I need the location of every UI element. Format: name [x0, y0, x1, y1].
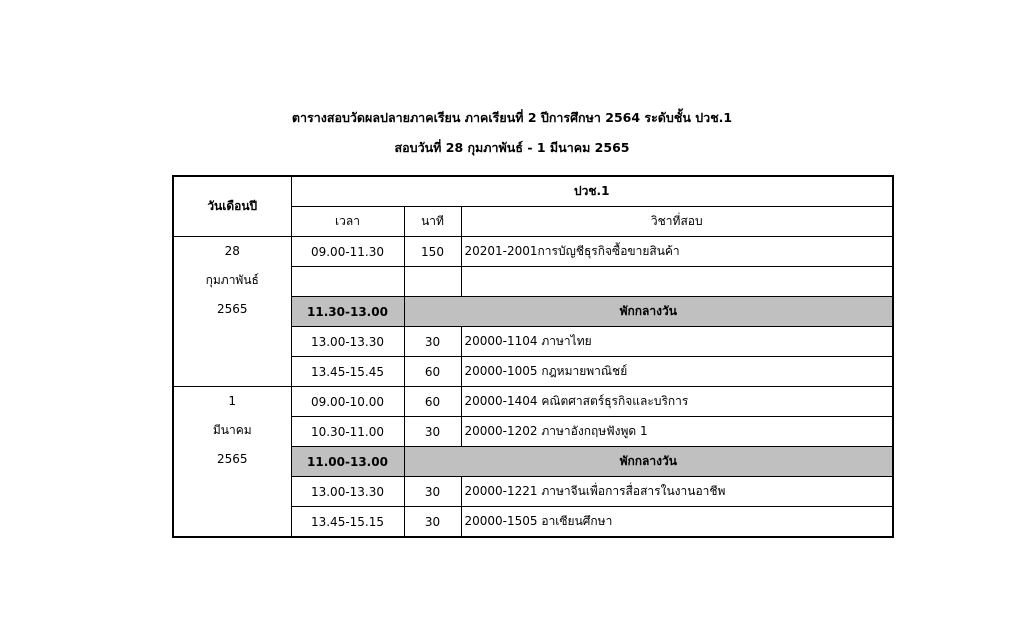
minutes-cell: 150 — [404, 237, 461, 267]
subject-cell: 20201-2001การบัญชีธุรกิจซื้อขายสินค้า — [461, 237, 893, 267]
subject-cell — [461, 267, 893, 297]
table-row — [173, 387, 893, 417]
minutes-cell: 30 — [404, 477, 461, 507]
date-month: กุมภาพันธ์ — [205, 273, 259, 287]
time-cell: 13.00-13.30 — [291, 477, 404, 507]
header-date: วันเดือนปี — [173, 176, 291, 237]
subject-cell: 20000-1202 ภาษาอังกฤษฟังพูด 1 — [461, 417, 893, 447]
time-cell: 09.00-10.00 — [291, 387, 404, 417]
date-cell — [173, 237, 291, 387]
date-cell — [173, 387, 291, 538]
time-cell — [291, 267, 404, 297]
time-cell: 13.45-15.15 — [291, 507, 404, 538]
time-cell: 11.30-13.00 — [291, 297, 404, 327]
date-month: มีนาคม — [212, 423, 252, 437]
header-subject: วิชาที่สอบ — [461, 207, 893, 237]
time-cell: 10.30-11.00 — [291, 417, 404, 447]
date-day: 28 — [224, 244, 240, 258]
header-time: เวลา — [291, 207, 404, 237]
date-year: 2565 — [216, 452, 248, 466]
date-day: 1 — [228, 394, 237, 408]
subject-cell: 20000-1221 ภาษาจีนเพื่อการสื่อสารในงานอาชีพ — [461, 477, 893, 507]
document-title: ตารางสอบวัดผลปลายภาคเรียน ภาคเรียนที่ 2 ปีการศึกษา 2564 ระดับชั้น ปวช.1 — [291, 110, 733, 125]
exam-schedule-table — [172, 175, 894, 538]
time-cell: 13.45-15.45 — [291, 357, 404, 387]
lunch-break-cell: พักกลางวัน — [404, 447, 893, 477]
minutes-cell: 30 — [404, 417, 461, 447]
time-cell: 11.00-13.00 — [291, 447, 404, 477]
minutes-cell: 60 — [404, 387, 461, 417]
time-cell: 13.00-13.30 — [291, 327, 404, 357]
lunch-break-cell: พักกลางวัน — [404, 297, 893, 327]
table-row — [173, 237, 893, 267]
subject-cell: 20000-1505 อาเซียนศึกษา — [461, 507, 893, 538]
minutes-cell: 30 — [404, 327, 461, 357]
header-minutes: นาที — [404, 207, 461, 237]
minutes-cell — [404, 267, 461, 297]
minutes-cell: 30 — [404, 507, 461, 538]
subject-cell: 20000-1104 ภาษาไทย — [461, 327, 893, 357]
minutes-cell: 60 — [404, 357, 461, 387]
header-group: ปวช.1 — [291, 176, 893, 207]
date-year: 2565 — [216, 302, 248, 316]
time-cell: 09.00-11.30 — [291, 237, 404, 267]
subject-cell: 20000-1404 คณิตศาสตร์ธุรกิจและบริการ — [461, 387, 893, 417]
subject-cell: 20000-1005 กฎหมายพาณิชย์ — [461, 357, 893, 387]
document-subtitle: สอบวันที่ 28 กุมภาพันธ์ - 1 มีนาคม 2565 — [394, 140, 630, 155]
